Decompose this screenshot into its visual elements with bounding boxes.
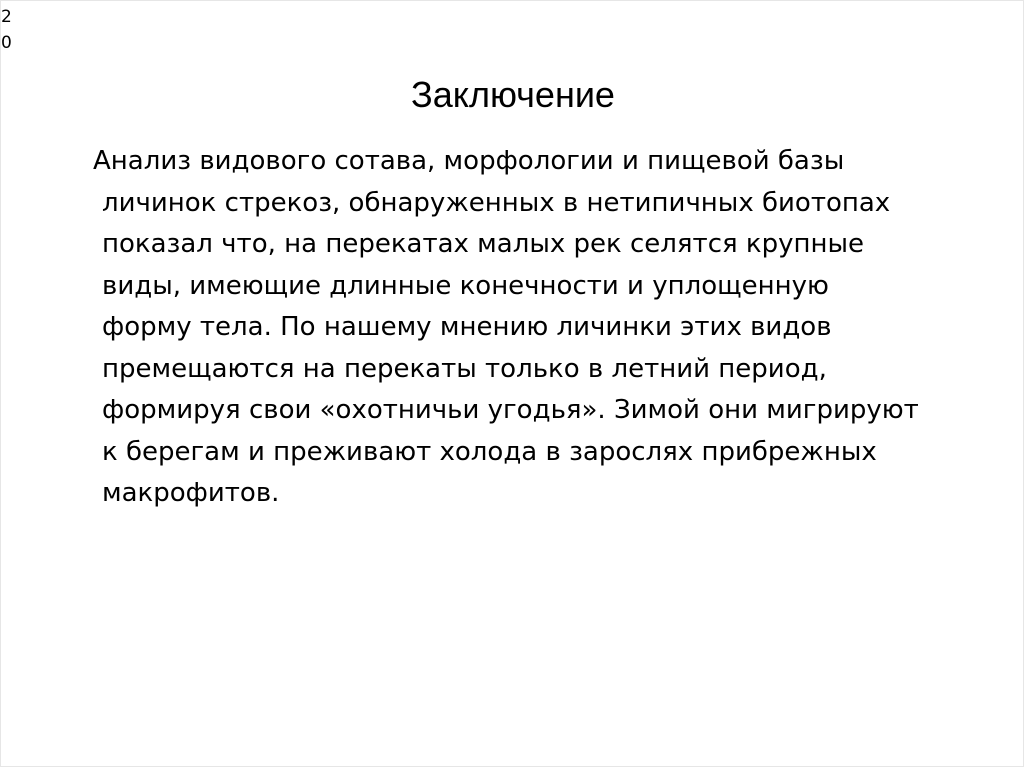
body-line: Анализ видового сотава, морфологии и пищевой базы [93, 146, 845, 176]
body-line: показал что, на перекатах малых рек селятся крупные [102, 229, 865, 259]
body-line: виды, имеющие длинные конечности и уплощенную [102, 270, 829, 301]
slide-number [1, 4, 15, 56]
body-line: к берегам и преживают холода в зарослях прибрежных [102, 436, 877, 467]
slide-number-digit: 2 [1, 7, 12, 27]
slide-title: Заключение [411, 74, 615, 115]
body-line: форму тела. По нашему мнению личинки этих видов [102, 312, 832, 342]
body-line: формируя свои «охотничьи угодья». Зимой они мигрируют [102, 395, 919, 425]
slide-body-text [81, 141, 941, 515]
body-line: макрофитов. [102, 478, 280, 508]
slide-number-digit: 0 [1, 33, 12, 53]
body-line: личинок стрекоз, обнаруженных в нетипичных биотопах [102, 187, 891, 218]
body-line: премещаются на перекаты только в летний период, [102, 353, 827, 384]
